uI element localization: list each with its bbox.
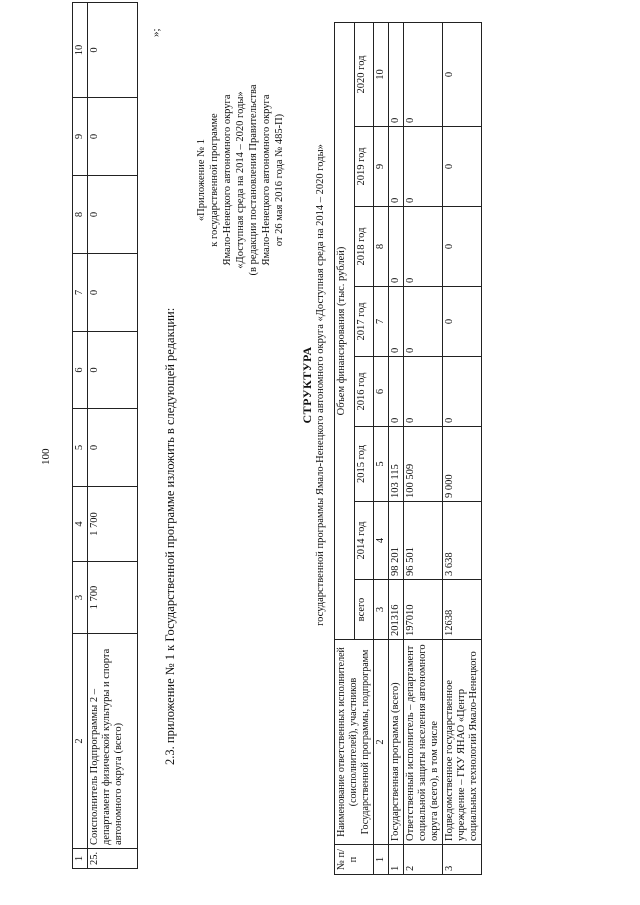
column-number: 10 — [374, 22, 389, 126]
column-number: 4 — [374, 502, 389, 580]
table-row — [404, 22, 443, 874]
table-row — [88, 3, 138, 869]
value-cell: 0 — [404, 22, 443, 126]
row-number: 3 — [443, 845, 482, 875]
header-cell: 4 — [73, 487, 88, 562]
column-header-year: 2016 год — [354, 357, 374, 427]
row-number: 1 — [389, 845, 404, 875]
value-cell: 3 638 — [443, 502, 482, 580]
structure-subtitle: государственной программы Ямало-Ненецкого автономного округа «Доступная среда на 2014 – 2020 годы» — [315, 144, 326, 626]
row-number: 2 — [404, 845, 443, 875]
value-cell: 1 700 — [88, 562, 138, 634]
value-cell: 0 — [443, 357, 482, 427]
column-number: 1 — [374, 845, 389, 875]
approval-line: Ямало-Ненецкого автономного округа — [222, 94, 233, 266]
value-cell: 0 — [404, 127, 443, 207]
value-cell: 0 — [88, 98, 138, 176]
value-cell: 0 — [389, 207, 404, 287]
row-total: 201316 — [389, 580, 404, 640]
value-cell: 0 — [389, 287, 404, 357]
row-total: 12638 — [443, 580, 482, 640]
column-header-year: 2014 год — [354, 502, 374, 580]
header-cell: 9 — [73, 98, 88, 176]
column-number: 9 — [374, 127, 389, 207]
value-cell: 0 — [443, 22, 482, 126]
value-cell: 0 — [404, 357, 443, 427]
approval-line: «Приложение № 1 — [196, 138, 207, 222]
row-name: Государственная программа (всего) — [389, 640, 404, 845]
structure-title: СТРУКТУРА — [300, 346, 314, 424]
value-cell: 0 — [88, 409, 138, 487]
column-header-financing: Объем финансирования (тыс. рублей) — [335, 22, 355, 639]
column-header-year: 2019 год — [354, 127, 374, 207]
approval-line: «Доступная среда на 2014 – 2020 годы» — [235, 91, 246, 269]
value-cell: 98 201 — [389, 502, 404, 580]
value-cell: 100 509 — [404, 427, 443, 502]
approval-line: к государственной программе — [209, 113, 220, 247]
header-cell: 3 — [73, 562, 88, 634]
value-cell: 103 115 — [389, 427, 404, 502]
column-number: 8 — [374, 207, 389, 287]
value-cell: 0 — [88, 3, 138, 98]
top-table-header-row — [73, 3, 88, 869]
column-header-total: всего — [354, 580, 374, 640]
row-name: Соисполнитель Подпрограммы 2 – департамент физической культуры и спорта автономного округа (всего) — [88, 634, 138, 849]
value-cell: 0 — [88, 254, 138, 332]
table-row — [443, 22, 482, 874]
value-cell: 9 000 — [443, 427, 482, 502]
column-header-number: № п/п — [335, 845, 374, 875]
header-cell: 8 — [73, 176, 88, 254]
header-cell: 7 — [73, 254, 88, 332]
header-cell: 6 — [73, 332, 88, 409]
value-cell: 0 — [443, 207, 482, 287]
top-table — [72, 2, 138, 869]
structure-table — [334, 22, 482, 875]
closing-quote-mark: »; — [150, 28, 162, 37]
value-cell: 0 — [404, 287, 443, 357]
value-cell: 0 — [404, 207, 443, 287]
header-cell: 5 — [73, 409, 88, 487]
column-header-year: 2018 год — [354, 207, 374, 287]
value-cell: 0 — [443, 127, 482, 207]
row-name: Подведомственное государственное учреждение – ГКУ ЯНАО «Центр социальных технологий Ямало-Ненецкого — [443, 640, 482, 845]
row-total: 197010 — [404, 580, 443, 640]
column-number: 5 — [374, 427, 389, 502]
header-cell: 10 — [73, 3, 88, 98]
column-number: 6 — [374, 357, 389, 427]
value-cell: 0 — [389, 127, 404, 207]
column-number-row — [374, 22, 389, 874]
approval-block — [195, 55, 286, 305]
table-header-row — [335, 22, 355, 874]
column-header-year: 2020 год — [354, 22, 374, 126]
header-cell: 1 — [73, 849, 88, 869]
value-cell: 0 — [389, 357, 404, 427]
column-header-name: Наименование ответственных исполнителей (соисполнителей), участников Государственной программы, подпрограмм — [335, 640, 374, 845]
approval-line: от 26 мая 2016 года № 485-П) — [274, 113, 285, 247]
value-cell: 0 — [389, 22, 404, 126]
header-cell: 2 — [73, 634, 88, 849]
value-cell: 1 700 — [88, 487, 138, 562]
value-cell: 0 — [88, 176, 138, 254]
value-cell: 96 501 — [404, 502, 443, 580]
row-name: Ответственный исполнитель – департамент социальной защиты населения автономного округа (всего), в том числе — [404, 640, 443, 845]
value-cell: 0 — [88, 332, 138, 409]
value-cell: 0 — [443, 287, 482, 357]
approval-line: Ямало-Ненецкого автономного округа — [261, 94, 272, 266]
column-header-year: 2015 год — [354, 427, 374, 502]
intro-paragraph: 2.3. приложение № 1 к Государственной программе изложить в следующей редакции: — [163, 307, 177, 765]
table-row — [389, 22, 404, 874]
column-header-year: 2017 год — [354, 287, 374, 357]
column-number: 3 — [374, 580, 389, 640]
row-number: 25. — [88, 849, 138, 869]
column-number: 2 — [374, 640, 389, 845]
page-number: 100 — [40, 448, 52, 465]
approval-line: (в редакции постановления Правительства — [248, 84, 259, 276]
column-number: 7 — [374, 287, 389, 357]
